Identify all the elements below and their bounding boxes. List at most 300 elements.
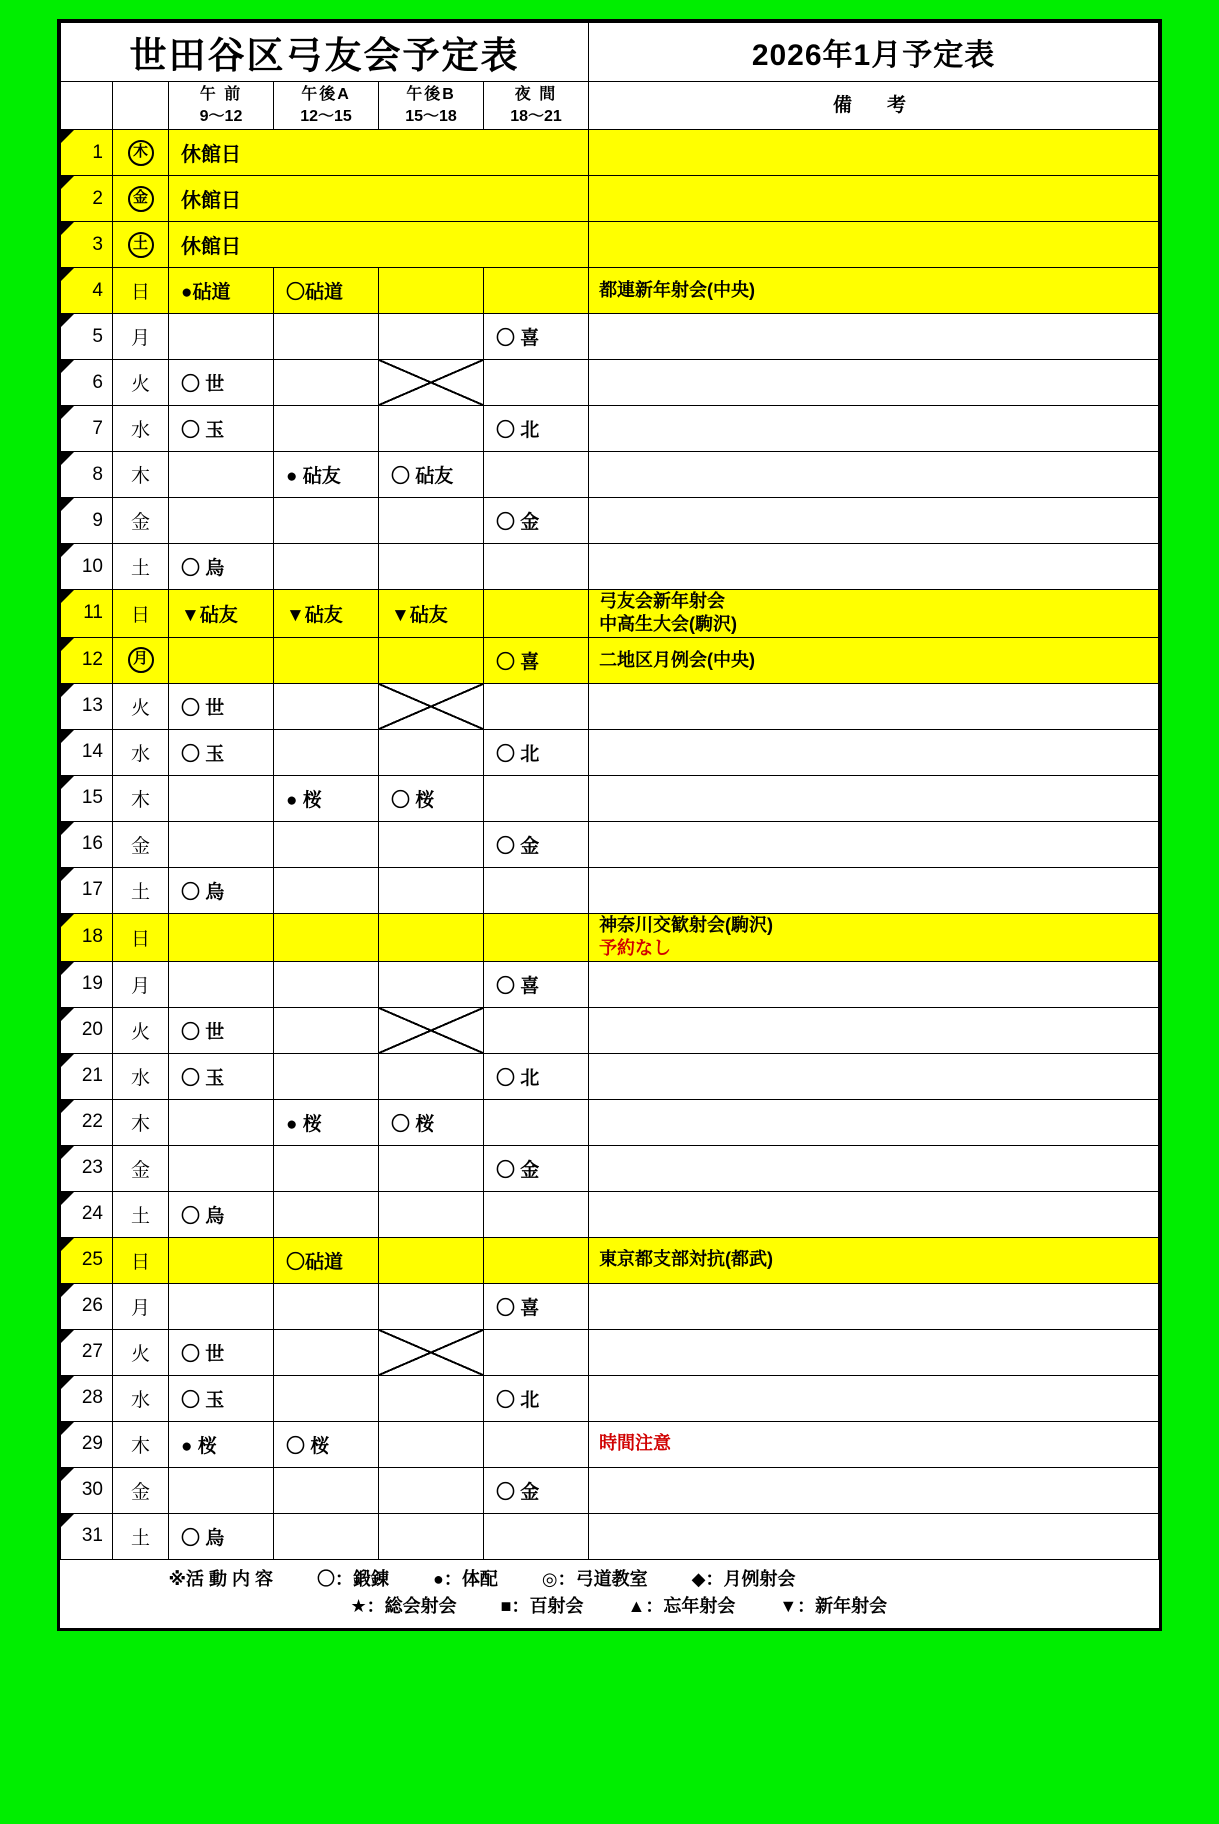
day-of-week-text: 日 <box>130 604 150 626</box>
slot-afternoon-a <box>274 867 379 913</box>
slot-afternoon-a <box>274 452 379 498</box>
slot-afternoon-b-text: ▼砧友 <box>391 604 448 626</box>
header-morning-time: 9～12 <box>199 107 243 125</box>
day-of-week <box>113 1145 169 1191</box>
day-of-week-circled: 金 <box>128 186 154 212</box>
slot-night <box>484 1421 589 1467</box>
remarks-line-1: 時間注意 <box>599 1433 672 1454</box>
slot-afternoon-b <box>379 314 484 360</box>
corner-marker-icon <box>61 1468 74 1481</box>
corner-marker-icon <box>61 1100 74 1113</box>
day-number <box>61 360 113 406</box>
slot-afternoon-a <box>274 913 379 961</box>
slot-night <box>484 314 589 360</box>
day-of-week-text: 火 <box>130 1343 150 1365</box>
slot-night <box>484 1467 589 1513</box>
corner-marker-icon <box>61 452 74 465</box>
day-of-week-text: 月 <box>130 975 150 997</box>
slot-afternoon-b <box>379 1237 484 1283</box>
table-row <box>61 1145 1159 1191</box>
day-number <box>61 176 113 222</box>
table-row <box>61 1053 1159 1099</box>
day-of-week <box>113 1099 169 1145</box>
corner-marker-icon <box>61 1146 74 1159</box>
slot-night-text: 〇 喜 <box>496 975 540 997</box>
day-number-text: 2 <box>92 187 103 209</box>
day-number-text: 24 <box>81 1203 103 1225</box>
slot-afternoon-a <box>274 1467 379 1513</box>
day-number <box>61 498 113 544</box>
header-night <box>484 82 589 130</box>
slot-afternoon-b <box>379 1283 484 1329</box>
day-of-week <box>113 498 169 544</box>
day-number-text: 13 <box>81 695 103 717</box>
slot-afternoon-b-text: 〇 砧友 <box>391 466 454 487</box>
remarks-cell <box>589 1145 1159 1191</box>
slot-afternoon-b <box>379 775 484 821</box>
table-row <box>61 729 1159 775</box>
remarks-cell <box>589 544 1159 590</box>
legend-item-soukaisyakai: ★：総会射会 <box>350 1595 457 1616</box>
slot-morning <box>169 1237 274 1283</box>
slot-morning <box>169 314 274 360</box>
slot-morning <box>169 590 274 638</box>
slot-night-text: 〇 北 <box>496 743 540 765</box>
table-row <box>61 1329 1159 1375</box>
remarks-cell <box>589 1191 1159 1237</box>
corner-marker-icon <box>61 1008 74 1021</box>
legend-title: ※活 動 内 容 <box>168 1568 274 1589</box>
slot-morning-text: 〇 烏 <box>181 1527 225 1549</box>
slot-afternoon-a <box>274 590 379 638</box>
slot-afternoon-a-text: ● 砧友 <box>286 466 341 487</box>
day-of-week-text: 土 <box>130 558 150 579</box>
day-number-text: 20 <box>81 1019 103 1041</box>
day-number <box>61 729 113 775</box>
slot-afternoon-b <box>379 452 484 498</box>
slot-morning <box>169 821 274 867</box>
corner-marker-icon <box>61 498 74 511</box>
slot-afternoon-a <box>274 1007 379 1053</box>
day-of-week <box>113 590 169 638</box>
slot-night <box>484 1283 589 1329</box>
slot-afternoon-a-text: ● 桜 <box>286 1113 322 1135</box>
slot-afternoon-a <box>274 314 379 360</box>
slot-night <box>484 775 589 821</box>
day-of-week <box>113 683 169 729</box>
schedule-rows <box>61 130 1159 1560</box>
corner-marker-icon <box>61 1238 74 1251</box>
day-of-week <box>113 544 169 590</box>
slot-afternoon-a <box>274 268 379 314</box>
slot-morning <box>169 406 274 452</box>
legend-line-2 <box>61 1593 1159 1620</box>
remarks-line-1: 東京都支部対抗(都武) <box>599 1249 774 1270</box>
corner-marker-icon <box>61 822 74 835</box>
table-row <box>61 452 1159 498</box>
remarks-line-1: 神奈川交歓射会(駒沢) <box>599 914 774 935</box>
slot-afternoon-a <box>274 1375 379 1421</box>
slot-afternoon-a <box>274 1191 379 1237</box>
slot-night <box>484 452 589 498</box>
corner-marker-icon <box>61 544 74 557</box>
header-afternoon-b-label: 午後B <box>406 85 456 103</box>
slot-afternoon-b <box>379 590 484 638</box>
header-afternoon-a-label: 午後A <box>301 85 351 103</box>
slot-morning-text: 〇 世 <box>181 374 225 395</box>
slot-morning <box>169 775 274 821</box>
day-number <box>61 1007 113 1053</box>
day-number <box>61 821 113 867</box>
day-number-text: 31 <box>81 1525 103 1547</box>
slot-night <box>484 544 589 590</box>
slot-afternoon-a <box>274 683 379 729</box>
slot-afternoon-b <box>379 1007 484 1053</box>
table-row <box>61 590 1159 638</box>
table-row <box>61 360 1159 406</box>
table-row <box>61 867 1159 913</box>
slot-night <box>484 1053 589 1099</box>
slot-night <box>484 1145 589 1191</box>
slot-morning <box>169 729 274 775</box>
day-number-text: 23 <box>81 1157 103 1179</box>
slot-night-text: 〇 金 <box>496 835 540 857</box>
day-number <box>61 314 113 360</box>
corner-marker-icon <box>61 268 74 281</box>
slot-night <box>484 406 589 452</box>
legend-item-tanren: 〇：鍛錬 <box>317 1568 390 1589</box>
slot-afternoon-b <box>379 544 484 590</box>
header-morning-label: 午 前 <box>199 85 243 103</box>
slot-morning <box>169 961 274 1007</box>
day-of-week <box>113 867 169 913</box>
table-row <box>61 821 1159 867</box>
schedule-table <box>60 22 1159 1628</box>
day-of-week <box>113 1421 169 1467</box>
remarks-cell <box>589 498 1159 544</box>
day-of-week <box>113 821 169 867</box>
corner-marker-icon <box>61 222 74 235</box>
day-number-text: 29 <box>81 1433 103 1455</box>
day-of-week-text: 土 <box>130 881 150 903</box>
remarks-line-1: 都連新年射会(中央) <box>599 279 756 300</box>
corner-marker-icon <box>61 360 74 373</box>
slot-night <box>484 1191 589 1237</box>
remarks-cell <box>589 1329 1159 1375</box>
header-afternoon-b-time: 15～18 <box>405 107 457 125</box>
slot-night <box>484 961 589 1007</box>
day-of-week-text: 水 <box>130 1067 150 1089</box>
day-number-text: 14 <box>81 741 103 763</box>
slot-afternoon-b <box>379 1329 484 1375</box>
legend <box>61 1560 1159 1628</box>
day-of-week <box>113 314 169 360</box>
slot-morning-text: 〇 烏 <box>181 881 225 903</box>
remarks-cell <box>589 360 1159 406</box>
slot-morning <box>169 1283 274 1329</box>
corner-marker-icon <box>61 1514 74 1527</box>
slot-afternoon-a-text: ▼砧友 <box>286 604 343 626</box>
day-of-week <box>113 176 169 222</box>
slot-afternoon-b <box>379 498 484 544</box>
slot-morning-text: ▼砧友 <box>181 604 238 626</box>
day-number <box>61 775 113 821</box>
day-number-text: 27 <box>81 1341 103 1363</box>
slot-afternoon-b <box>379 683 484 729</box>
corner-marker-icon <box>61 638 74 651</box>
day-of-week-text: 水 <box>130 743 150 765</box>
day-number-text: 22 <box>81 1111 103 1133</box>
table-row <box>61 130 1159 176</box>
slot-afternoon-b <box>379 729 484 775</box>
slot-afternoon-a <box>274 1145 379 1191</box>
day-number <box>61 1145 113 1191</box>
day-of-week-text: 水 <box>130 1389 150 1411</box>
slot-night <box>484 360 589 406</box>
slot-morning <box>169 498 274 544</box>
day-of-week-text: 金 <box>130 835 150 857</box>
slot-morning <box>169 1375 274 1421</box>
slot-afternoon-a-text: 〇砧道 <box>286 1251 344 1273</box>
slot-afternoon-a-text: 〇砧道 <box>286 282 344 303</box>
remarks-cell <box>589 729 1159 775</box>
slot-night <box>484 637 589 683</box>
corner-marker-icon <box>61 314 74 327</box>
day-number <box>61 1191 113 1237</box>
slot-afternoon-a <box>274 406 379 452</box>
slot-afternoon-b <box>379 1053 484 1099</box>
remarks-cell <box>589 1467 1159 1513</box>
day-number-text: 9 <box>92 509 103 531</box>
header-afternoon-a-time: 12～15 <box>300 107 352 125</box>
slot-afternoon-b <box>379 1145 484 1191</box>
day-of-week-text: 火 <box>130 1021 150 1043</box>
day-of-week-text: 月 <box>130 328 150 349</box>
remarks-cell <box>589 268 1159 314</box>
slot-night <box>484 821 589 867</box>
day-number <box>61 1513 113 1559</box>
slot-afternoon-a-text: ● 桜 <box>286 789 322 811</box>
day-number <box>61 222 113 268</box>
table-row <box>61 1467 1159 1513</box>
day-number-text: 3 <box>92 233 103 255</box>
slot-morning <box>169 452 274 498</box>
cross-line-icon <box>379 1008 483 1053</box>
slot-morning-text: ●砧道 <box>181 282 231 303</box>
day-of-week-text: 木 <box>130 466 150 487</box>
remarks-cell <box>589 961 1159 1007</box>
cross-line-icon <box>379 360 483 405</box>
slot-afternoon-b <box>379 406 484 452</box>
slot-afternoon-b-text: 〇 桜 <box>391 789 435 811</box>
remarks-cell <box>589 1283 1159 1329</box>
corner-marker-icon <box>61 776 74 789</box>
day-of-week <box>113 130 169 176</box>
slot-afternoon-b-text: 〇 桜 <box>391 1113 435 1135</box>
day-of-week-text: 土 <box>130 1205 150 1227</box>
day-number-text: 18 <box>81 926 103 948</box>
table-row <box>61 268 1159 314</box>
slot-night <box>484 1513 589 1559</box>
remarks-cell <box>589 913 1159 961</box>
day-number-text: 26 <box>81 1295 103 1317</box>
slot-afternoon-b <box>379 360 484 406</box>
day-number-text: 19 <box>81 973 103 995</box>
table-row <box>61 314 1159 360</box>
header-blank-dow <box>113 82 169 130</box>
remarks-cell <box>589 1053 1159 1099</box>
slot-afternoon-b <box>379 1421 484 1467</box>
slot-night-text: 〇 金 <box>496 1159 540 1181</box>
day-number <box>61 452 113 498</box>
table-row <box>61 637 1159 683</box>
corner-marker-icon <box>61 1330 74 1343</box>
slot-afternoon-b <box>379 1467 484 1513</box>
day-number <box>61 867 113 913</box>
day-of-week-text: 日 <box>130 282 150 303</box>
slot-afternoon-a <box>274 360 379 406</box>
day-of-week-text: 金 <box>130 1481 150 1503</box>
slot-afternoon-a <box>274 775 379 821</box>
day-of-week <box>113 1053 169 1099</box>
day-number-text: 1 <box>92 141 103 163</box>
remarks-cell <box>589 1375 1159 1421</box>
slot-morning <box>169 1329 274 1375</box>
corner-marker-icon <box>61 914 74 927</box>
day-number <box>61 1375 113 1421</box>
day-of-week <box>113 961 169 1007</box>
legend-item-bounensyakai: ▲：忘年射会 <box>627 1595 736 1616</box>
slot-afternoon-a <box>274 1329 379 1375</box>
day-of-week-text: 日 <box>130 928 150 950</box>
legend-item-kyudokyoshitsu: ◎：弓道教室 <box>541 1568 648 1589</box>
remarks-cell <box>589 1007 1159 1053</box>
day-number <box>61 406 113 452</box>
day-number-text: 15 <box>81 787 103 809</box>
day-of-week <box>113 775 169 821</box>
day-number-text: 25 <box>81 1249 103 1271</box>
day-of-week-text: 木 <box>130 789 150 811</box>
day-number-text: 8 <box>92 463 103 485</box>
header-night-label: 夜 間 <box>514 85 558 103</box>
slot-afternoon-b <box>379 1191 484 1237</box>
slot-night <box>484 1237 589 1283</box>
day-number-text: 30 <box>81 1479 103 1501</box>
day-of-week-text: 金 <box>130 1159 150 1181</box>
day-of-week <box>113 1283 169 1329</box>
remarks-line-1: 弓友会新年射会 <box>599 591 726 611</box>
slot-morning-text: 〇 世 <box>181 1021 225 1043</box>
remarks-cell <box>589 637 1159 683</box>
slot-morning-text: 〇 玉 <box>181 420 225 441</box>
day-number <box>61 1283 113 1329</box>
table-row <box>61 1007 1159 1053</box>
title-row <box>61 23 1159 82</box>
day-number-text: 10 <box>81 555 103 577</box>
legend-line-1 <box>61 1566 1159 1593</box>
slot-night-text: 〇 喜 <box>496 1297 540 1319</box>
slot-night <box>484 1007 589 1053</box>
legend-item-hyakusyakai: ■：百射会 <box>500 1595 584 1616</box>
remarks-cell <box>589 590 1159 638</box>
slot-morning-text: 〇 烏 <box>181 558 225 579</box>
day-of-week <box>113 406 169 452</box>
cross-line-icon <box>379 1330 483 1375</box>
remarks-cell <box>589 867 1159 913</box>
slot-morning <box>169 637 274 683</box>
day-number <box>61 1053 113 1099</box>
corner-marker-icon <box>61 1054 74 1067</box>
corner-marker-icon <box>61 590 74 603</box>
day-of-week <box>113 913 169 961</box>
remarks-cell <box>589 821 1159 867</box>
slot-night-text: 〇 北 <box>496 420 540 441</box>
slot-afternoon-a <box>274 498 379 544</box>
slot-afternoon-a <box>274 1237 379 1283</box>
day-of-week <box>113 1329 169 1375</box>
day-of-week-text: 木 <box>130 1113 150 1135</box>
day-number <box>61 1237 113 1283</box>
table-row <box>61 1099 1159 1145</box>
slot-afternoon-a <box>274 1283 379 1329</box>
day-of-week-circled: 木 <box>128 140 154 166</box>
slot-night <box>484 590 589 638</box>
header-blank-num <box>61 82 113 130</box>
slot-night <box>484 1375 589 1421</box>
slot-morning <box>169 913 274 961</box>
slot-afternoon-b <box>379 867 484 913</box>
closed-day-cell: 休館日 <box>169 222 589 268</box>
day-number <box>61 1421 113 1467</box>
slot-afternoon-b <box>379 1513 484 1559</box>
remarks-cell <box>589 683 1159 729</box>
table-row <box>61 222 1159 268</box>
day-of-week <box>113 1007 169 1053</box>
corner-marker-icon <box>61 962 74 975</box>
day-of-week-text: 日 <box>130 1251 150 1273</box>
table-row <box>61 961 1159 1007</box>
remarks-cell <box>589 1421 1159 1467</box>
slot-night-text: 〇 北 <box>496 1389 540 1411</box>
remarks-cell <box>589 222 1159 268</box>
day-of-week-text: 火 <box>130 697 150 719</box>
slot-morning <box>169 1145 274 1191</box>
slot-morning-text: 〇 世 <box>181 697 225 719</box>
slot-afternoon-a <box>274 1099 379 1145</box>
remarks-cell <box>589 452 1159 498</box>
remarks-cell <box>589 1513 1159 1559</box>
table-row <box>61 683 1159 729</box>
corner-marker-icon <box>61 730 74 743</box>
column-header-row <box>61 82 1159 130</box>
table-row <box>61 1375 1159 1421</box>
remarks-cell <box>589 314 1159 360</box>
table-row <box>61 1513 1159 1559</box>
corner-marker-icon <box>61 1284 74 1297</box>
slot-night <box>484 268 589 314</box>
slot-night <box>484 1329 589 1375</box>
day-of-week <box>113 1467 169 1513</box>
slot-morning-text: 〇 玉 <box>181 1389 225 1411</box>
slot-morning <box>169 360 274 406</box>
day-of-week-text: 月 <box>130 1297 150 1319</box>
table-row <box>61 775 1159 821</box>
remarks-cell <box>589 1099 1159 1145</box>
slot-afternoon-b <box>379 1099 484 1145</box>
legend-item-taihai: ●：体配 <box>433 1568 498 1589</box>
remarks-cell <box>589 406 1159 452</box>
slot-morning <box>169 544 274 590</box>
